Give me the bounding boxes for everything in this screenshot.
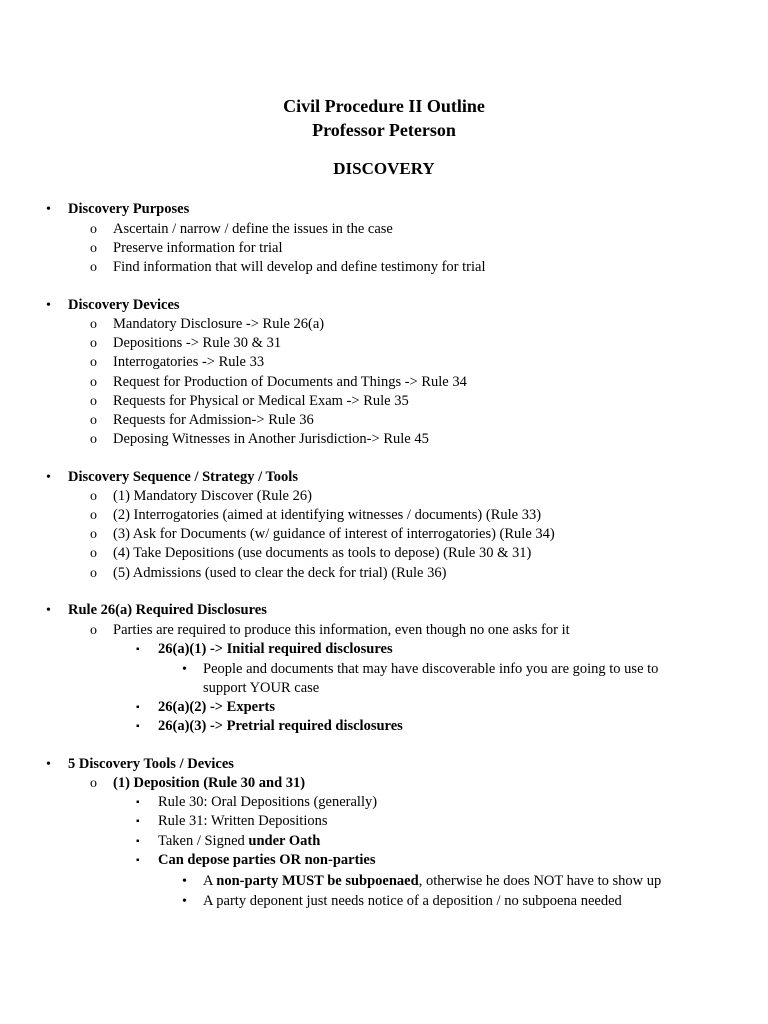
circle-bullet-icon: o	[90, 546, 97, 561]
bullet-icon: •	[182, 894, 187, 909]
circle-bullet-icon: o	[90, 375, 97, 390]
circle-bullet-icon: o	[90, 413, 97, 428]
list-item: (4) Take Depositions (use documents as tools to depose) (Rule 30 & 31)	[113, 545, 532, 561]
square-bullet-icon: ▪	[136, 644, 140, 655]
section-heading: DISCOVERY	[333, 159, 435, 178]
circle-bullet-icon: o	[90, 260, 97, 275]
circle-bullet-icon: o	[90, 432, 97, 447]
rule26-heading: Rule 26(a) Required Disclosures	[68, 602, 267, 618]
circle-bullet-icon: o	[90, 394, 97, 409]
square-bullet-icon: ▪	[136, 855, 140, 866]
list-item: Depositions -> Rule 30 & 31	[113, 335, 282, 351]
circle-bullet-icon: o	[90, 317, 97, 332]
square-bullet-icon: ▪	[136, 797, 140, 808]
list-item: (5) Admissions (used to clear the deck for trial) (Rule 36)	[113, 565, 447, 581]
list-item: Requests for Admission-> Rule 36	[113, 412, 314, 428]
experts-label: 26(a)(2) -> Experts	[158, 699, 275, 715]
circle-bullet-icon: o	[90, 355, 97, 370]
square-bullet-icon: ▪	[136, 836, 140, 847]
bullet-icon: •	[182, 874, 187, 889]
deposition-label: (1) Deposition (Rule 30 and 31)	[113, 775, 306, 791]
square-bullet-icon: ▪	[136, 816, 140, 827]
circle-bullet-icon: o	[90, 222, 97, 237]
purposes-heading: Discovery Purposes	[68, 201, 190, 217]
list-item: Can depose parties OR non-parties	[158, 852, 376, 868]
list-item: Rule 30: Oral Depositions (generally)	[158, 794, 378, 810]
list-item: A non-party MUST be subpoenaed, otherwise he does NOT have to show up	[203, 873, 662, 889]
list-item: Requests for Physical or Medical Exam -> Rule 35	[113, 393, 409, 409]
sequence-heading: Discovery Sequence / Strategy / Tools	[68, 469, 298, 485]
circle-bullet-icon: o	[90, 241, 97, 256]
circle-bullet-icon: o	[90, 623, 97, 638]
list-item: A party deponent just needs notice of a deposition / no subpoena needed	[203, 893, 622, 909]
list-item: Ascertain / narrow / define the issues in the case	[113, 221, 393, 237]
list-item: Mandatory Disclosure -> Rule 26(a)	[113, 316, 325, 332]
list-item: People and documents that may have discoverable info you are going to use to	[203, 661, 659, 677]
list-item: (3) Ask for Documents (w/ guidance of interest of interrogatories) (Rule 34)	[113, 526, 555, 542]
square-bullet-icon: ▪	[136, 721, 140, 732]
circle-bullet-icon: o	[90, 566, 97, 581]
circle-bullet-icon: o	[90, 336, 97, 351]
list-item: Deposing Witnesses in Another Jurisdiction-> Rule 45	[113, 431, 429, 447]
list-item: Preserve information for trial	[113, 240, 283, 256]
devices-heading: Discovery Devices	[68, 297, 180, 313]
list-item-continuation: support YOUR case	[203, 680, 320, 696]
pretrial-disclosures-label: 26(a)(3) -> Pretrial required disclosures	[158, 718, 403, 734]
bullet-icon: •	[46, 603, 51, 618]
tools-heading: 5 Discovery Tools / Devices	[68, 756, 234, 772]
bullet-icon: •	[46, 202, 51, 217]
list-item: Request for Production of Documents and Things -> Rule 34	[113, 374, 467, 390]
bullet-icon: •	[182, 662, 187, 677]
circle-bullet-icon: o	[90, 508, 97, 523]
list-item: Rule 31: Written Depositions	[158, 813, 328, 829]
circle-bullet-icon: o	[90, 776, 97, 791]
bullet-icon: •	[46, 470, 51, 485]
circle-bullet-icon: o	[90, 489, 97, 504]
list-item: Interrogatories -> Rule 33	[113, 354, 265, 370]
list-item: Taken / Signed under Oath	[158, 833, 321, 849]
list-item: (2) Interrogatories (aimed at identifying witnesses / documents) (Rule 33)	[113, 507, 542, 523]
list-item: (1) Mandatory Discover (Rule 26)	[113, 488, 312, 504]
document-title: Civil Procedure II Outline	[283, 96, 485, 116]
square-bullet-icon: ▪	[136, 702, 140, 713]
circle-bullet-icon: o	[90, 527, 97, 542]
bullet-icon: •	[46, 757, 51, 772]
professor-name: Professor Peterson	[312, 120, 456, 140]
list-item: Parties are required to produce this information, even though no one asks for it	[113, 622, 570, 638]
initial-disclosures-label: 26(a)(1) -> Initial required disclosures	[158, 641, 393, 657]
list-item: Find information that will develop and define testimony for trial	[113, 259, 486, 275]
bullet-icon: •	[46, 298, 51, 313]
